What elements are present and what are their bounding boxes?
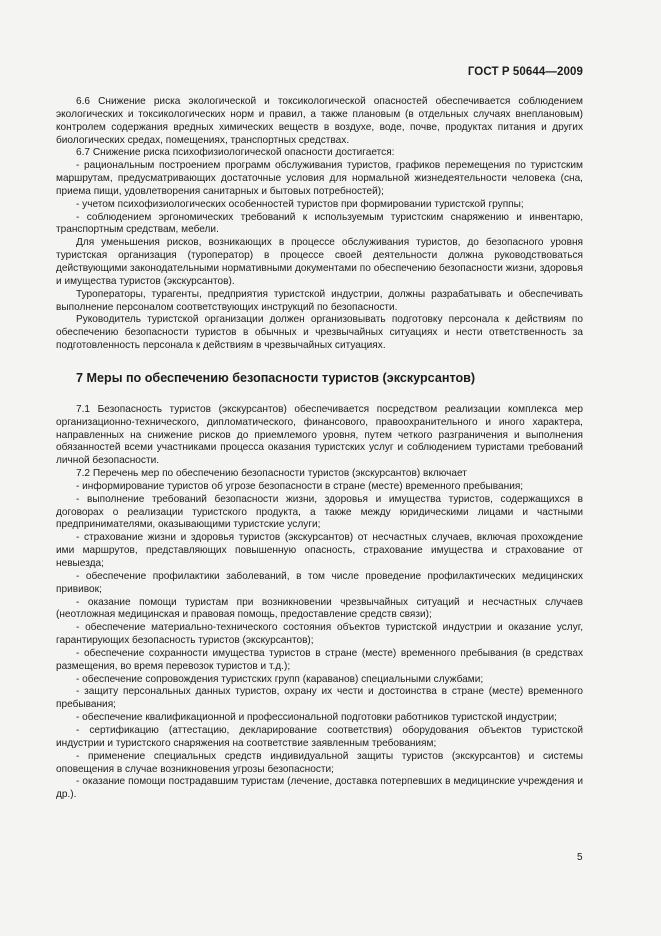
list-item: - обеспечение квалификационной и профессиональной подготовки работников туристской индустрии; [76, 712, 557, 724]
paragraph: Руководитель туристской организации должен организовывать подготовку персонала к действиям по обеспечению безопасности туристов в обычных и чрезвычайных ситуациях и нести ответственность за подготовленность персонала к действиям в чрезвычайных ситуациях. [56, 314, 583, 352]
list-item: - обеспечение профилактики заболеваний, в том числе проведение профилактических медицинских прививок; [56, 570, 583, 595]
list-item: - учетом психофизиологических особенностей туристов при формировании туристской группы; [76, 198, 524, 210]
list-item: - информирование туристов об угрозе безопасности в стране (месте) временного пребывания; [76, 480, 524, 492]
list-item: - соблюдением эргономических требований к используемым туристским снаряжению и инвентарю, транспортным средствам, мебели. [56, 211, 583, 236]
paragraph-7-1: 7.1 Безопасность туристов (экскурсантов) обеспечивается посредством реализации комплекса мер организационно-технического, дипломатического, финансового, правоохранительного и иного характера, направленных на снижение рисков до приемлемого уровня, путем четкого разграничения и выполнения обязанностей всеми участниками процесса оказания туристских услуг и соблюдением туристами требований личной безопасности. [56, 403, 583, 467]
paragraph-7-2: 7.2 Перечень мер по обеспечению безопасности туристов (экскурсантов) включает [76, 468, 467, 480]
list-item: - оказание помощи пострадавшим туристам (лечение, доставка потерпевших в медицинские учреждения и др.). [56, 776, 583, 801]
list-item: - применение специальных средств индивидуальной защиты туристов (экскурсантов) и системы оповещения в случае возникновения угрозы безопасности; [56, 750, 583, 775]
paragraph-6-6: 6.6 Снижение риска экологической и токсикологической опасностей обеспечивается соблюдением экологических и токсикологических норм и правил, а также плановым (в отдельных случаях внеплановым) контролем содержания вредных химических веществ в воздухе, воде, почве, продуктах питания и других биологических средах, помещениях, транспортных средствах. [56, 96, 583, 146]
paragraph: Для уменьшения рисков, возникающих в процессе обслуживания туристов, до безопасного уровня туристская организация (туроператор) в процессе своей деятельности должна руководствоваться действующими законодательными нормативными документами по обеспечению безопасности жизни, здоровья и имущества туристов (экскурсантов). [56, 237, 583, 287]
list-item: - страхование жизни и здоровья туристов (экскурсантов) от несчастных случаев, включая прохождение ими маршрутов, представляющих повышенную опасность, страхование имущества и страхование от невыезда; [56, 532, 583, 569]
section-7-heading: 7 Меры по обеспечению безопасности туристов (экскурсантов) [76, 370, 476, 385]
list-item: - сертификацию (аттестацию, декларирование соответствия) оборудования объектов туристской индустрии и туристского снаряжения на соответствие заявленным требованиям; [56, 724, 583, 749]
list-item: - выполнение требований безопасности жизни, здоровья и имущества туристов, содержащихся в договорах о реализации туристского продукта, а также между юридическими лицами и частными предпринимателями, оказывающими туристские услуги; [56, 493, 583, 531]
document-body [56, 96, 583, 802]
list-item: - оказание помощи туристам при возникновении чрезвычайных ситуаций и несчастных случаев (неотложная медицинская и правовая помощь, предоставление средств связи); [56, 596, 583, 621]
list-item: - обеспечение сохранности имущества туристов в стране (месте) временного пребывания (в средствах размещения, во время перевозок туристов и т.д.); [56, 647, 583, 672]
list-item: - обеспечение материально-технического состояния объектов туристской индустрии и оказание услуг, гарантирующих безопасность туристов (экскурсантов); [56, 622, 583, 647]
list-item: - рациональным построением программ обслуживания туристов, графиков перемещения по туристским маршрутам, предусматривающих достаточные условия для нормальной жизнедеятельности человека (сна, приема пищи, удовлетворения санитарных и бытовых потребностей); [56, 160, 583, 197]
paragraph-6-7: 6.7 Снижение риска психофизиологической опасности достигается: [76, 147, 395, 159]
list-item: - защиту персональных данных туристов, охрану их чести и достоинства в стране (месте) временного пребывания; [56, 686, 583, 711]
list-item: - обеспечение сопровождения туристских групп (караванов) специальными службами; [76, 673, 484, 685]
paragraph: Туроператоры, турагенты, предприятия туристской индустрии, должны разрабатывать и обеспечивать выполнение персоналом соответствующих инструкций по безопасности. [56, 288, 583, 313]
page-number: 5 [577, 852, 583, 863]
document-header: ГОСТ Р 50644—2009 [467, 66, 583, 78]
